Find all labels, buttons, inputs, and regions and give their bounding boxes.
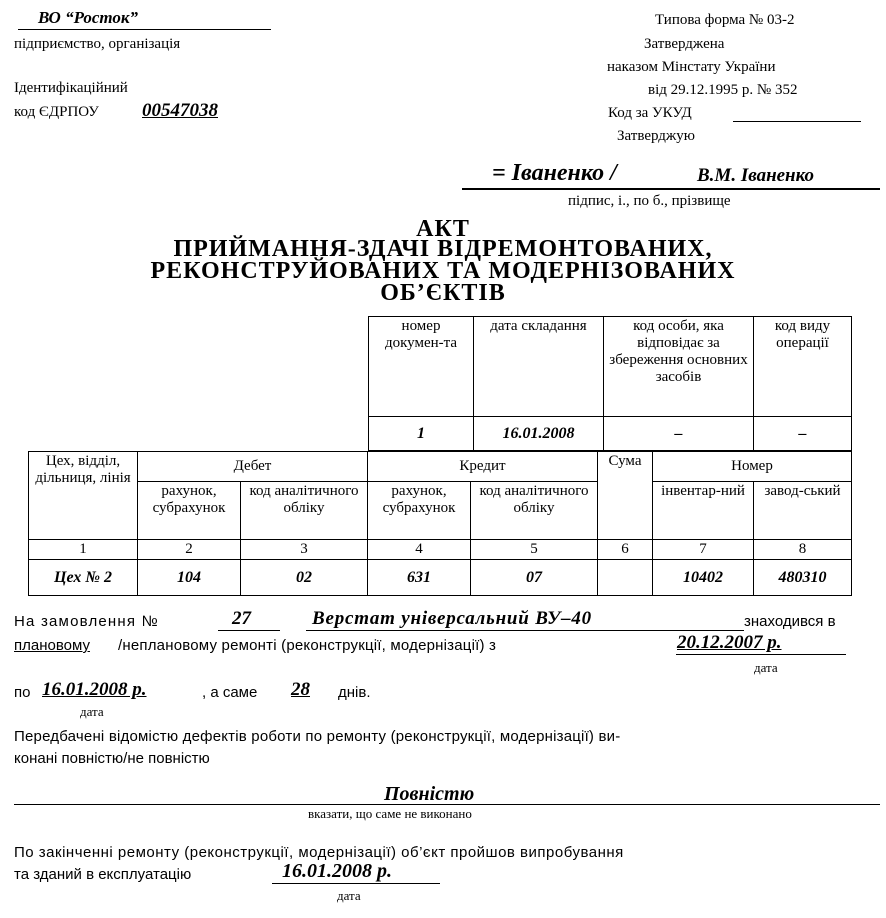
approved-label: Затверджена — [644, 36, 725, 52]
works-text-line2: конані повністю/не повністю — [14, 750, 210, 767]
repair-type-text: /неплановому ремонті (реконструкції, модернізації) з — [118, 637, 497, 654]
signature-caption: підпис, і., по б., прізвище — [568, 193, 731, 209]
credit-header: Кредит — [368, 452, 598, 482]
act-title-line4: ОБ’ЄКТІВ — [380, 280, 506, 306]
ukud-label: Код за УКУД — [608, 105, 692, 121]
debit-analytic-cell: 02 — [241, 560, 368, 596]
edrpou-code: 00547038 — [142, 100, 218, 121]
factory-number-cell: 480310 — [754, 560, 852, 596]
column-number: 7 — [653, 540, 754, 560]
operation-code-header: код виду операції — [754, 317, 852, 417]
order-label: наказом Мінстату України — [607, 59, 776, 75]
column-number: 5 — [471, 540, 598, 560]
order-number-line — [218, 630, 280, 631]
org-underline — [18, 29, 271, 30]
final-text-line1: По закінченні ремонту (реконструкції, модернізації) об’єкт пройшов випробування — [14, 844, 624, 861]
final-date-line — [272, 883, 440, 884]
works-text-line1: Передбачені відомістю дефектів роботи по ремонту (реконструкції, модернізації) ви- — [14, 728, 621, 745]
debit-account-header: рахунок, субрахунок — [138, 482, 241, 540]
date-to: 16.01.2008 р. — [42, 679, 147, 700]
inventory-number-cell: 10402 — [653, 560, 754, 596]
inventory-number-header: інвентар-ний — [653, 482, 754, 540]
column-number: 2 — [138, 540, 241, 560]
credit-account-header: рахунок, субрахунок — [368, 482, 471, 540]
act-title: АКТ — [416, 216, 470, 242]
final-text-line2: та зданий в експлуатацію — [14, 866, 192, 883]
workshop-header: Цех, відділ, дільниця, лінія — [29, 452, 138, 540]
id-label: Ідентифікаційний — [14, 80, 128, 96]
credit-analytic-cell: 07 — [471, 560, 598, 596]
act-title-line3: РЕКОНСТРУЙОВАНИХ ТА МОДЕРНІЗОВАНИХ — [150, 258, 736, 284]
workshop-cell: Цех № 2 — [29, 560, 138, 596]
column-number: 6 — [598, 540, 653, 560]
responsible-code-header: код особи, яка відповідає за збереження основних засобів — [604, 317, 754, 417]
form-number: Типова форма № 03-2 — [655, 12, 795, 28]
date-caption: дата — [754, 660, 778, 675]
final-date-caption: дата — [337, 888, 361, 903]
days-label: днів. — [338, 684, 371, 701]
organization-name: ВО “Росток” — [38, 8, 138, 27]
date-from: 20.12.2007 р. — [677, 632, 782, 653]
date-from-line — [676, 654, 846, 655]
column-number: 4 — [368, 540, 471, 560]
operation-code-value: – — [754, 417, 852, 451]
completion-line — [14, 804, 880, 805]
days-count: 28 — [291, 679, 310, 700]
planned-repair: плановому — [14, 637, 90, 654]
sum-header: Сума — [598, 452, 653, 540]
factory-number-header: завод-ський — [754, 482, 852, 540]
ukud-blank — [733, 121, 861, 122]
debit-analytic-header: код аналітичного обліку — [241, 482, 368, 540]
by-label: по — [14, 684, 31, 701]
responsible-code-value: – — [604, 417, 754, 451]
doc-date-value: 16.01.2008 — [474, 417, 604, 451]
accounting-table — [28, 451, 852, 596]
number-header: Номер — [653, 452, 852, 482]
signatory-name: В.М. Іваненко — [697, 165, 815, 186]
signature-line — [462, 188, 880, 190]
approve-label: Затверджую — [617, 128, 695, 144]
document-info-table — [368, 316, 852, 451]
order-date: від 29.12.1995 р. № 352 — [648, 82, 798, 98]
doc-date-header: дата складання — [474, 317, 604, 417]
order-number: 27 — [232, 608, 251, 629]
act-title-line2: ПРИЙМАННЯ-ЗДАЧІ ВІДРЕМОНТОВАНИХ, — [173, 236, 713, 262]
column-number: 8 — [754, 540, 852, 560]
organization-caption: підприємство, організація — [14, 36, 181, 52]
debit-account-cell: 104 — [138, 560, 241, 596]
column-number: 1 — [29, 540, 138, 560]
final-date: 16.01.2008 р. — [282, 860, 392, 882]
machine-name: Верстат універсальний ВУ–40 — [312, 608, 592, 629]
doc-number-header: номер докумен-та — [369, 317, 474, 417]
completion-caption: вказати, що саме не виконано — [308, 806, 472, 821]
credit-account-cell: 631 — [368, 560, 471, 596]
order-label-text: На замовлення № — [14, 613, 159, 630]
sum-cell — [598, 560, 653, 596]
date-to-caption: дата — [80, 704, 104, 719]
completion-status: Повністю — [384, 783, 475, 805]
located-text: знаходився в — [744, 613, 836, 630]
namely-text: , а саме — [202, 684, 258, 701]
machine-line — [306, 630, 744, 631]
edrpou-label: код ЄДРПОУ — [14, 104, 99, 120]
doc-number-value: 1 — [369, 417, 474, 451]
table-row — [29, 560, 852, 596]
column-number: 3 — [241, 540, 368, 560]
signature: = Іваненко / — [492, 160, 617, 186]
credit-analytic-header: код аналітичного обліку — [471, 482, 598, 540]
debit-header: Дебет — [138, 452, 368, 482]
